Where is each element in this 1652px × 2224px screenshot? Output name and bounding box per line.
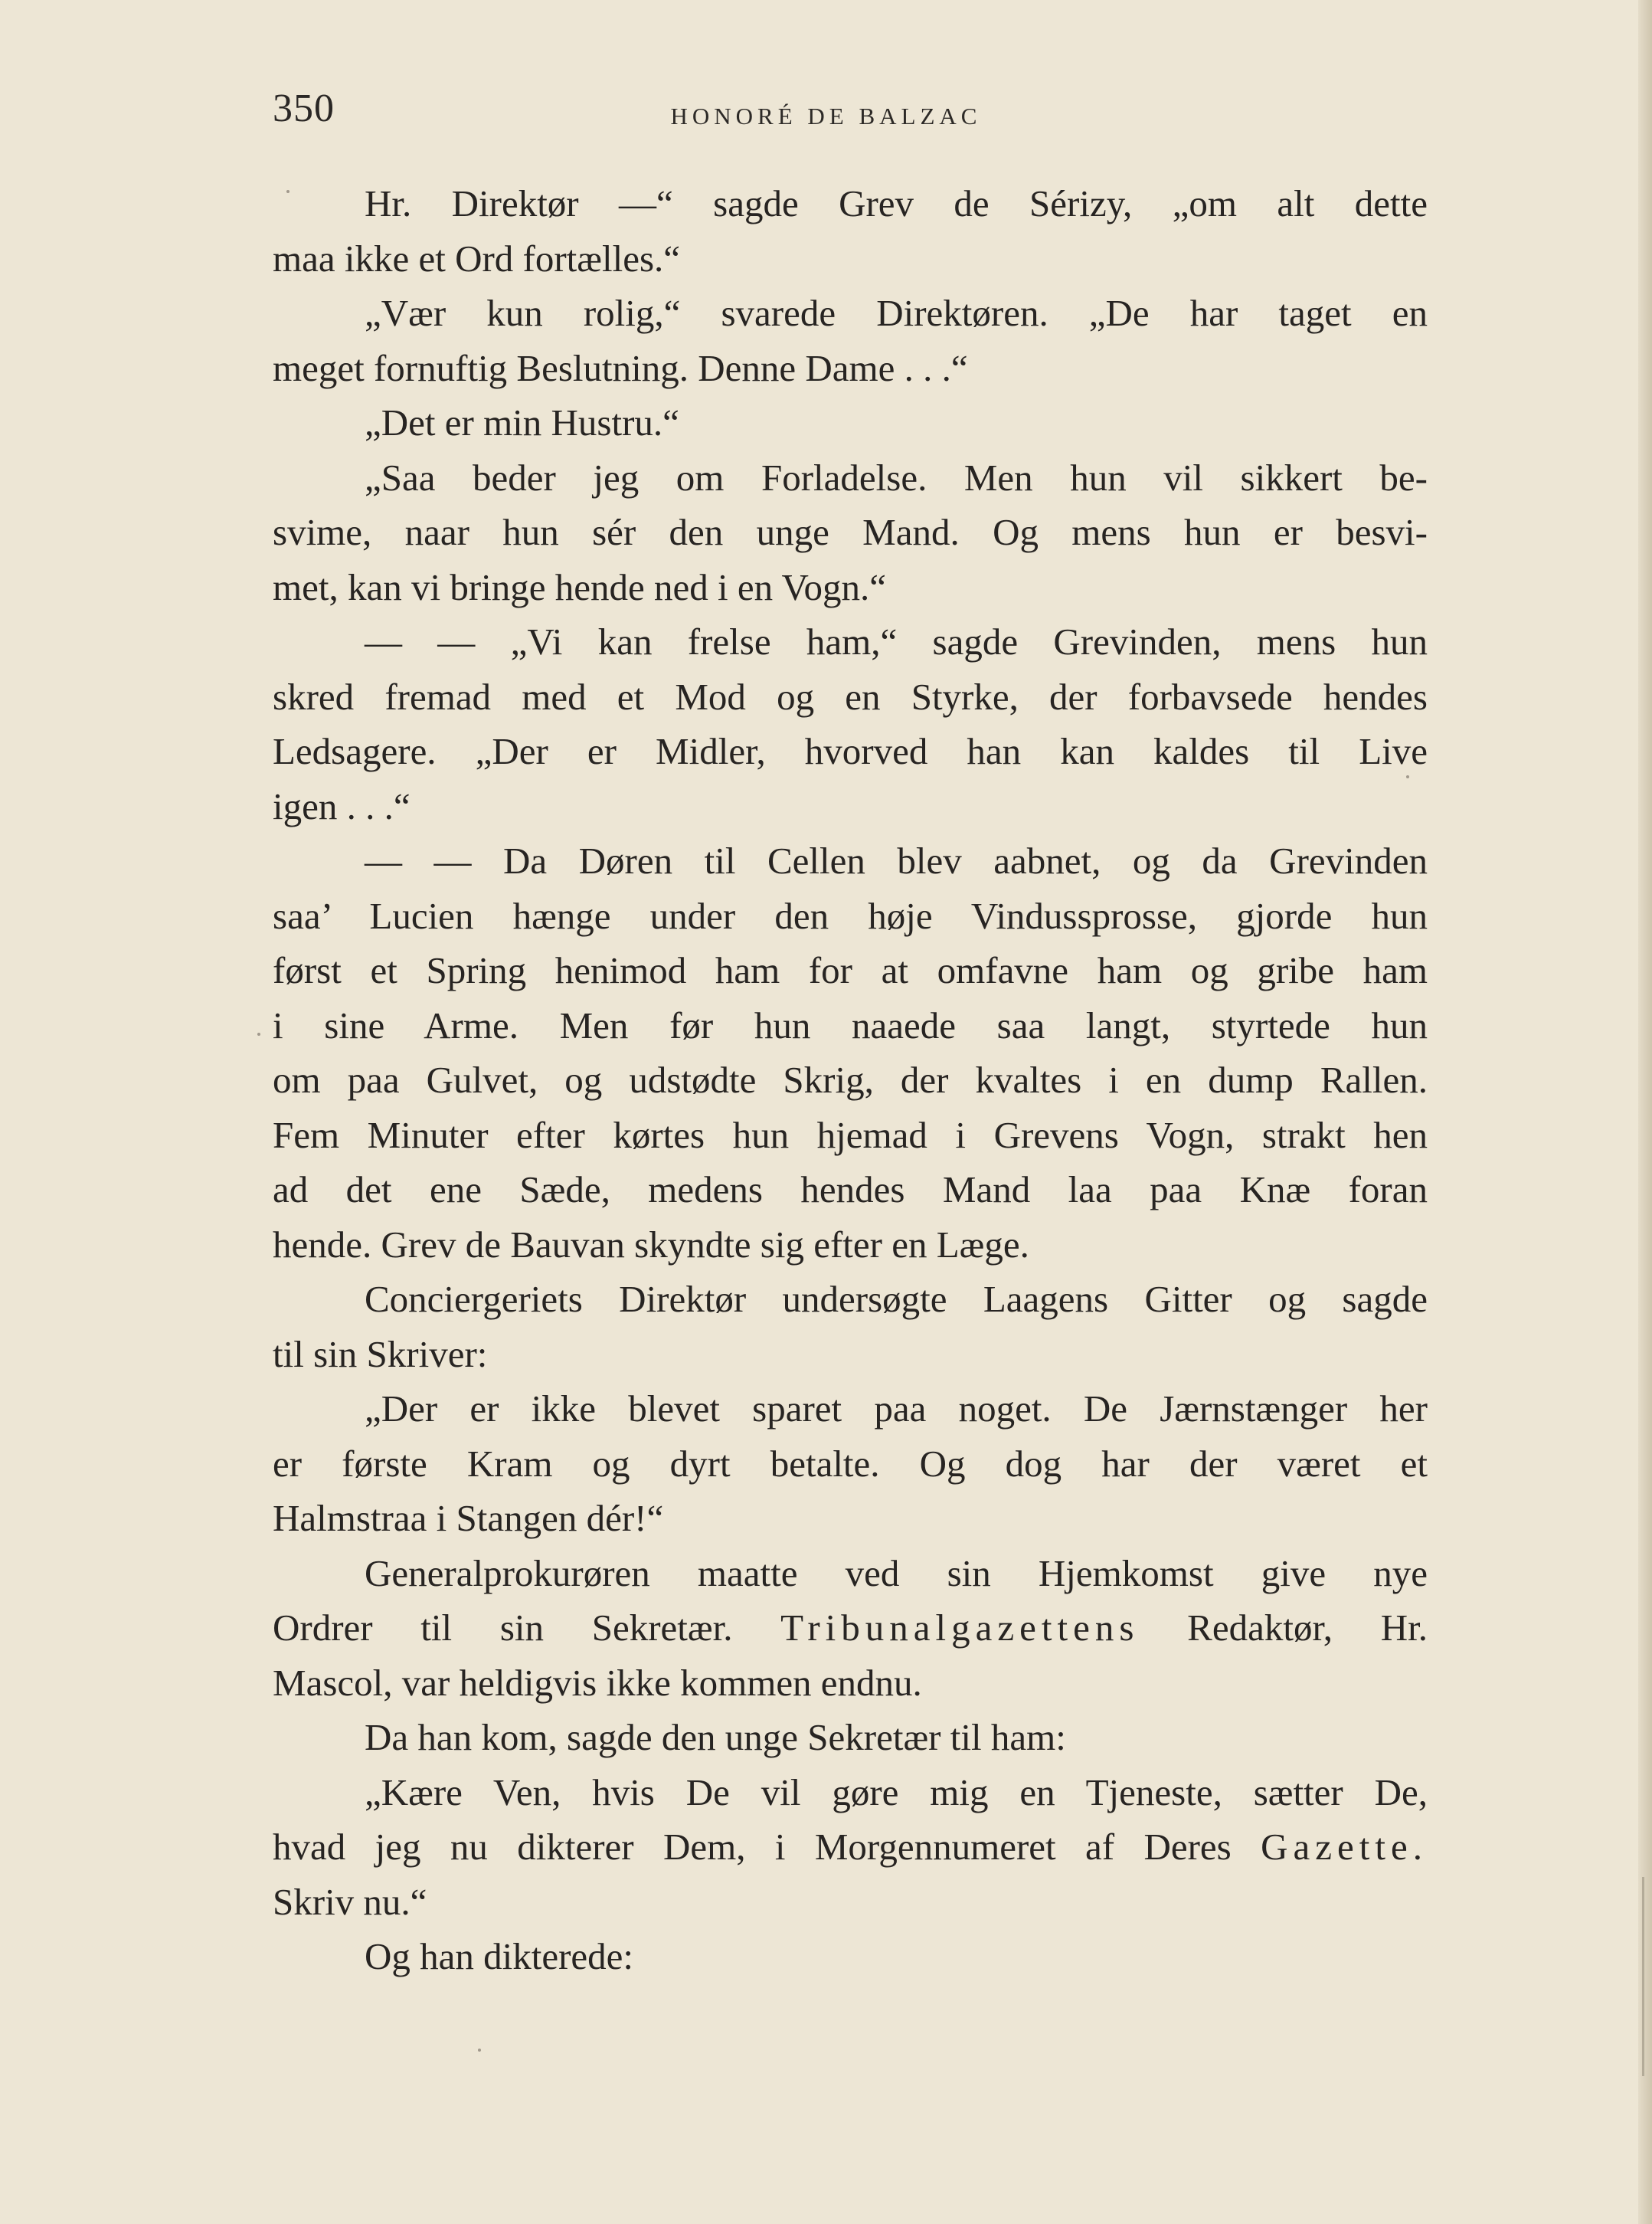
text-line: „Der er ikke blevet sparet paa noget. De Jærnstænger her [365,1387,1428,1430]
text-line: — — „Vi kan frelse ham,“ sagde Grevinden, mens hun [365,621,1428,663]
text-line: „Kære Ven, hvis De vil gøre mig en Tjeneste, sætter De, [365,1770,1428,1813]
text-line: maa ikke et Ord fortælles.“ [273,237,681,280]
text-line: er første Kram og dyrt betalte. Og dog har der været et [273,1442,1428,1485]
text-line-mixed [273,1600,1428,1656]
text-line: Fem Minuter efter kørtes hun hjemad i Grevens Vogn, strakt hen [273,1113,1428,1156]
text-line: igen . . .“ [273,784,411,827]
text-line: Generalprokurøren maatte ved sin Hjemkomst give nye [365,1551,1428,1594]
text-segment: Ordrer til sin Sekretær. [273,1607,733,1649]
text-line: skred fremad med et Mod og en Styrke, der forbavsede hendes [273,675,1428,718]
text-line: i sine Arme. Men før hun naaede saa langt, styrtede hun [273,1004,1428,1046]
text-line: Hr. Direktør —“ sagde Grev de Sérizy, „om alt dette [365,182,1428,224]
text-segment: hvad jeg nu dikterer Dem, i Morgennumeret af Deres [273,1826,1232,1868]
text-line: saa’ Lucien hænge under den høje Vindussprosse, gjorde hun [273,894,1428,937]
page-number: 350 [273,87,335,130]
text-line: hende. Grev de Bauvan skyndte sig efter en Læge. [273,1223,1029,1266]
text-line: Skriv nu.“ [273,1880,427,1923]
paper-speck [478,2049,481,2052]
text-line: Og han dikterede: [365,1935,634,1977]
page-edge-mark [1642,1877,1644,2076]
body-text [273,176,1428,1984]
text-line: til sin Skriver: [273,1332,488,1375]
text-line: Da han kom, sagde den unge Sekretær til ham: [365,1716,1066,1758]
paper-speck [286,190,290,193]
text-line: „Det er min Hustru.“ [365,401,679,444]
text-line: Conciergeriets Direktør undersøgte Laagens Gitter og sagde [365,1278,1428,1320]
spaced-emphasis: Gazette. [1261,1826,1428,1868]
text-line: om paa Gulvet, og udstødte Skrig, der kvaltes i en dump Rallen. [273,1059,1428,1101]
spaced-emphasis: Tribunalgazettens [780,1607,1140,1649]
paper-speck [257,1033,260,1036]
text-line: Ledsagere. „Der er Midler, hvorved han kan kaldes til Live [273,730,1428,772]
text-line: „Saa beder jeg om Forladelse. Men hun vil sikkert be- [365,456,1428,499]
page-edge [1638,0,1652,2224]
text-line: svime, naar hun sér den unge Mand. Og mens hun er besvi- [273,511,1428,553]
text-line: Halmstraa i Stangen dér!“ [273,1497,664,1539]
paper-speck [1406,775,1409,778]
text-line-mixed [273,1819,1428,1875]
text-line: — — Da Døren til Cellen blev aabnet, og da Grevinden [365,840,1428,882]
text-line: meget fornuftig Beslutning. Denne Dame . . .“ [273,346,968,389]
text-line: Mascol, var heldigvis ikke kommen endnu. [273,1661,922,1704]
text-line: først et Spring henimod ham for at omfavne ham og gribe ham [273,949,1428,991]
text-line: ad det ene Sæde, medens hendes Mand laa paa Knæ foran [273,1168,1428,1210]
text-line: met, kan vi bringe hende ned i en Vogn.“ [273,565,887,608]
text-segment: Redaktør, Hr. [1187,1607,1428,1649]
text-line: „Vær kun rolig,“ svarede Direktøren. „De har taget en [365,292,1428,334]
running-head: HONORÉ DE BALZAC [670,103,982,129]
